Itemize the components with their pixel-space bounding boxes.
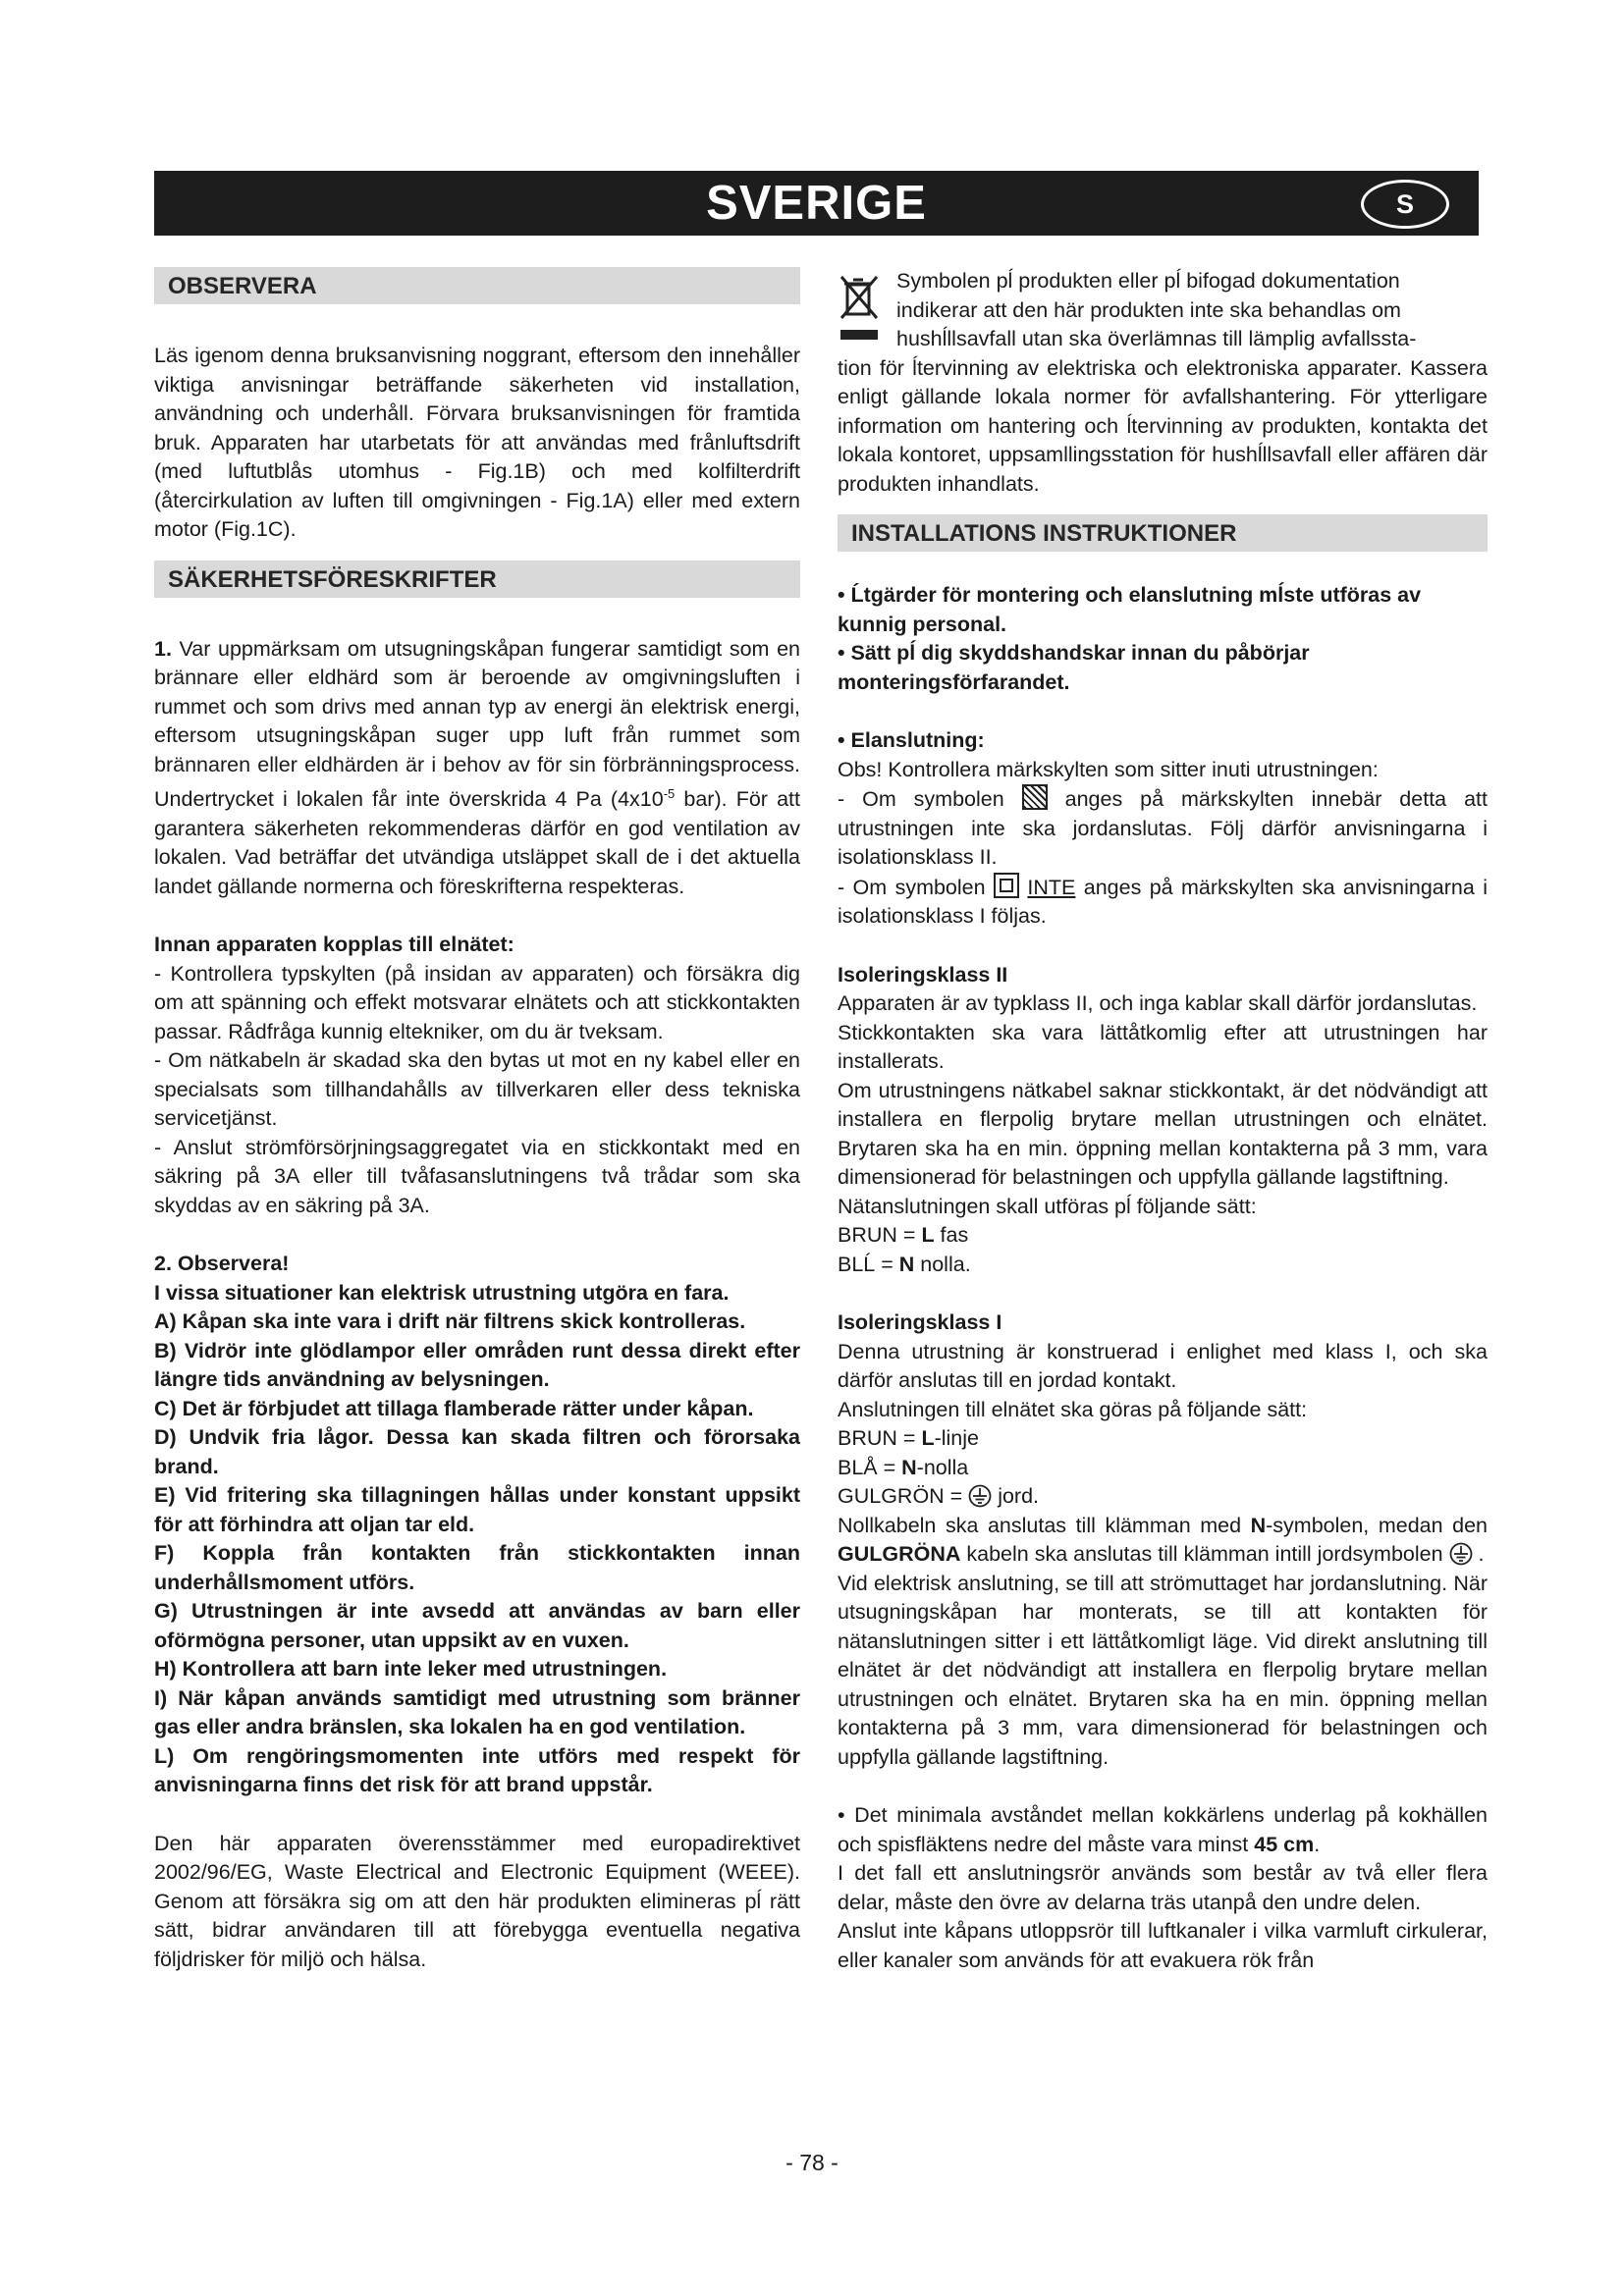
double-square-icon <box>994 873 1019 898</box>
obs2-line: C) Det är förbjudet att tillaga flamberade rätter under kåpan. <box>154 1396 754 1420</box>
safety-item-1 <box>154 635 800 902</box>
section-heading-install: INSTALLATIONS INSTRUKTIONER <box>838 514 1488 552</box>
iso1-bla <box>838 1454 1488 1483</box>
elanslutning-heading: • Elanslutning: <box>838 728 985 752</box>
obs2-heading: 2. Observera! <box>154 1252 290 1276</box>
iso1-2: Anslutningen till elnätet ska göras på följande sätt: <box>838 1397 1308 1421</box>
distance-2: I det fall ett anslutningsrör används som består av två eller flera delar, måste den övre av delarna träs utanpå den undre delen. <box>838 1861 1488 1914</box>
obs2-line: A) Kåpan ska inte vara i drift när filtrens skick kontrolleras. <box>154 1309 746 1334</box>
iso2-brun <box>838 1221 1488 1251</box>
iso1-gul <box>838 1482 1488 1512</box>
exponent: -5 <box>663 786 676 801</box>
install-bullet-2: • Sätt pĺ dig skyddshandskar innan du påbörjar monteringsförfarandet. <box>838 641 1310 694</box>
page-number: - 78 - <box>785 2150 839 2175</box>
elan-2b: anges på märkskylten innebär detta att utrustningen inte ska jordanslutas. Följ därför anvisningarna i isolationsklass II. <box>838 787 1488 869</box>
elanslutning-1: Obs! Kontrollera märkskylten som sitter inuti utrustningen: <box>838 757 1379 781</box>
symbol-line-2: indikerar att den här produkten inte ska behandlas om <box>896 297 1401 322</box>
iso2-1: Apparaten är av typklass II, och inga kablar skall därför jordanslutas. <box>838 991 1478 1015</box>
iso1-3 <box>838 1512 1488 1570</box>
before-connect-3: - Anslut strömförsörjningsaggregatet via en stickkontakt med en säkring på 3A eller till tvåfasanslutningens två trådar som ska skyddas av en säkring på 3A. <box>154 1135 800 1217</box>
item1-text: Var uppmärksam om utsugningskåpan fungerar samtidigt som en brännare eller eldhärd som är beroende av omgivningsluften i rummet och som drivs med annan typ av energi än elektrisk energi, eftersom utsugningskåpan suger upp luft från rummet som brännaren eller eldhärden är i behov av för sin förbränningsprocess. Undertrycket i lokalen får inte överskrida 4 Pa (4x10 <box>154 636 800 812</box>
before-connect-2: - Om nätkabeln är skadad ska den bytas ut mot en ny kabel eller en specialsats som tillhandahålls av tillverkaren eller dess tekniska servicetjänst. <box>154 1048 800 1131</box>
text-run: kabeln ska anslutas till klämman intill jordsymbolen <box>960 1542 1443 1566</box>
country-badge: S <box>1361 180 1449 229</box>
double-square-icon <box>1022 784 1048 810</box>
distance-3: Anslut inte kåpans utloppsrör till luftkanaler i vilka varmluft cirkulerar, eller kanaler som används för att evakuera rök från <box>838 1919 1488 1972</box>
wire-code: L <box>921 1426 935 1450</box>
obs2-line: D) Undvik fria lågor. Dessa kan skada filtren och förorsaka brand. <box>154 1425 800 1478</box>
iso2-heading: Isoleringsklass II <box>838 962 1008 987</box>
obs2-line: B) Vidrör inte glödlampor eller områden runt dessa direkt efter längre tids användning av belysningen. <box>154 1338 800 1392</box>
wire-label: BRUN = <box>838 1426 922 1450</box>
text-run: GULGRÖNA <box>838 1542 961 1566</box>
iso1-1: Denna utrustning är konstruerad i enlighet med klass I, och ska därför anslutas till en jordad kontakt. <box>838 1339 1488 1392</box>
earth-symbol-icon <box>1449 1542 1473 1566</box>
wire-label: BRUN = <box>838 1223 922 1247</box>
wire-desc: -linje <box>934 1426 979 1450</box>
obs2-line: F) Koppla från kontakten från stickkontakten innan underhållsmoment utförs. <box>154 1541 800 1594</box>
wire-label: BLĹ = <box>838 1252 899 1276</box>
section-heading-observera: OBSERVERA <box>154 267 800 304</box>
wire-desc: fas <box>934 1223 969 1247</box>
wire-label: GULGRÖN = <box>838 1484 969 1508</box>
iso2-3: Om utrustningens nätkabel saknar stickkontakt, är det nödvändigt att installera en flerpolig brytare mellan utrustningen och elnätet. Brytaren ska ha en min. öppning mellan kontakterna på 3 mm, vara dimensionerad för belastningen och uppfylla gällande lagstiftning. <box>838 1078 1488 1189</box>
iso1-brun <box>838 1424 1488 1454</box>
elanslutning-2 <box>838 784 1488 873</box>
min-distance-value: 45 cm <box>1254 1832 1315 1856</box>
symbol-line-1: Symbolen pĺ produkten eller pĺ bifogad dokumentation <box>896 269 1400 293</box>
text-run: -symbolen, medan den <box>1266 1513 1488 1537</box>
weee-paragraph: Den här apparaten överensstämmer med europadirektivet 2002/96/EG, Waste Electrical and Electronic Equipment (WEEE). Genom att försäkra sig om att den här produkten elimineras pĺ rätt sätt, bidrar användaren till att förebygga eventuella negativa följdrisker för miljö och hälsa. <box>154 1831 800 1971</box>
right-column <box>838 267 1488 1975</box>
text-run: . <box>1472 1542 1485 1566</box>
elan-3a: - Om symbolen <box>838 875 986 899</box>
elan-3b: INTE <box>1027 875 1076 899</box>
symbol-line-3: hushĺllsavfall utan ska överlämnas till lämplig avfallssta- <box>896 327 1417 350</box>
text-run: N <box>1250 1513 1267 1537</box>
before-connect-heading: Innan apparaten kopplas till elnätet: <box>154 933 514 957</box>
text-run: • Det minimala avståndet mellan kokkärlens underlag på kokhällen och spisfläktens nedre del måste vara minst <box>838 1803 1488 1856</box>
wire-desc: jord. <box>992 1484 1040 1508</box>
symbol-rest: tion för ĺtervinning av elektriska och elektroniska apparater. Kassera enligt gällande lokala normer för avfallshantering. För ytterligare information om hantering och ĺtervinning av produkten, kontakta det lokala kontoret, uppsamllingsstation för hushĺllsavfall eller affären där produkten inhandlats. <box>838 355 1488 496</box>
elan-2a: - Om symbolen <box>838 787 1004 811</box>
earth-symbol-icon <box>968 1484 992 1508</box>
wire-code: N <box>901 1455 917 1479</box>
weee-symbol-block <box>838 267 1488 499</box>
distance-paragraph <box>838 1801 1488 1859</box>
item-number: 1. <box>154 636 172 661</box>
install-bullet-1: • Ĺtgärder för montering och elanslutning mĺste utföras av kunnig personal. <box>838 583 1422 636</box>
elan-3c: anges på märkskylten ska anvisningarna i isolationsklass I följas. <box>838 875 1488 928</box>
wire-desc: nolla. <box>914 1252 971 1276</box>
text-run: Nollkabeln ska anslutas till klämman med <box>838 1513 1251 1537</box>
elanslutning-3 <box>838 873 1488 932</box>
wire-label: BLÅ = <box>838 1455 902 1479</box>
wire-desc: -nolla <box>916 1455 969 1479</box>
iso2-4: Nätanslutningen skall utföras pĺ följande sätt: <box>838 1194 1257 1218</box>
obs2-line: E) Vid fritering ska tillagningen hållas under konstant uppsikt för att förhindra att oljan tar eld. <box>154 1483 800 1536</box>
before-connect-1: - Kontrollera typskylten (på insidan av apparaten) och försäkra dig om att spänning och effekt motsvarar elnätets och att stickkontakten passar. Rådfråga kunnig eltekniker, om du är tveksam. <box>154 961 800 1043</box>
obs2-line: I vissa situationer kan elektrisk utrustning utgöra en fara. <box>154 1280 730 1305</box>
wire-code: N <box>898 1252 915 1276</box>
item1-tail: bar). För att garantera säkerheten rekommenderas därför en god ventilation av lokalen. Vad beträffar det utvändiga utsläppet skall de i det aktuella landet gällande normerna och föreskrifterna respekteras. <box>154 787 800 898</box>
header-banner <box>154 171 1479 236</box>
iso2-bla <box>838 1251 1488 1280</box>
wire-code: L <box>921 1223 935 1247</box>
iso1-4: Vid elektrisk anslutning, se till att strömuttaget har jordanslutning. När utsugningskåpan har monterats, se till att kontakten för nätanslutningen sitter i ett lättåtkomligt läge. Vid direkt anslutning till elnätet är det nödvändigt att installera en flerpolig brytare mellan utrustningen och elnätet. Brytaren ska ha en min. öppning mellan kontakterna på 3 mm, vara dimensionerad för belastningen och uppfylla gällande lagstiftning. <box>838 1571 1488 1769</box>
iso2-2: Stickkontakten ska vara lättåtkomlig efter att utrustningen har installerats. <box>838 1020 1488 1073</box>
obs2-line: L) Om rengöringsmomenten inte utförs med respekt för anvisningarna finns det risk för att brand uppstår. <box>154 1743 800 1797</box>
observera-paragraph: Läs igenom denna bruksanvisning noggrant, eftersom den innehåller viktiga anvisningar beträffande säkerheten vid installation, användning och underhåll. Förvara bruksanvisningen för framtida bruk. Apparaten har utarbetats för att användas med frånluftsdrift (med luftutblås utomhus - Fig.1B) och med kolfilterdrift (återcirkulation av luften till omgivningen - Fig.1A) eller med extern motor (Fig.1C). <box>154 344 800 541</box>
text-run: . <box>1314 1832 1321 1856</box>
page-title: SVERIGE <box>706 177 927 230</box>
crossed-bin-icon <box>838 273 881 344</box>
obs2-line: I) När kåpan används samtidigt med utrustning som bränner gas eller andra bränslen, ska lokalen ha en god ventilation. <box>154 1685 800 1739</box>
section-heading-safety: SÄKERHETSFÖRESKRIFTER <box>154 561 800 598</box>
obs2-line: H) Kontrollera att barn inte leker med utrustningen. <box>154 1657 668 1682</box>
obs2-line: G) Utrustningen är inte avsedd att användas av barn eller oförmögna personer, utan uppsikt av en vuxen. <box>154 1599 800 1652</box>
iso1-heading: Isoleringsklass I <box>838 1310 1002 1334</box>
left-column <box>154 267 800 1974</box>
